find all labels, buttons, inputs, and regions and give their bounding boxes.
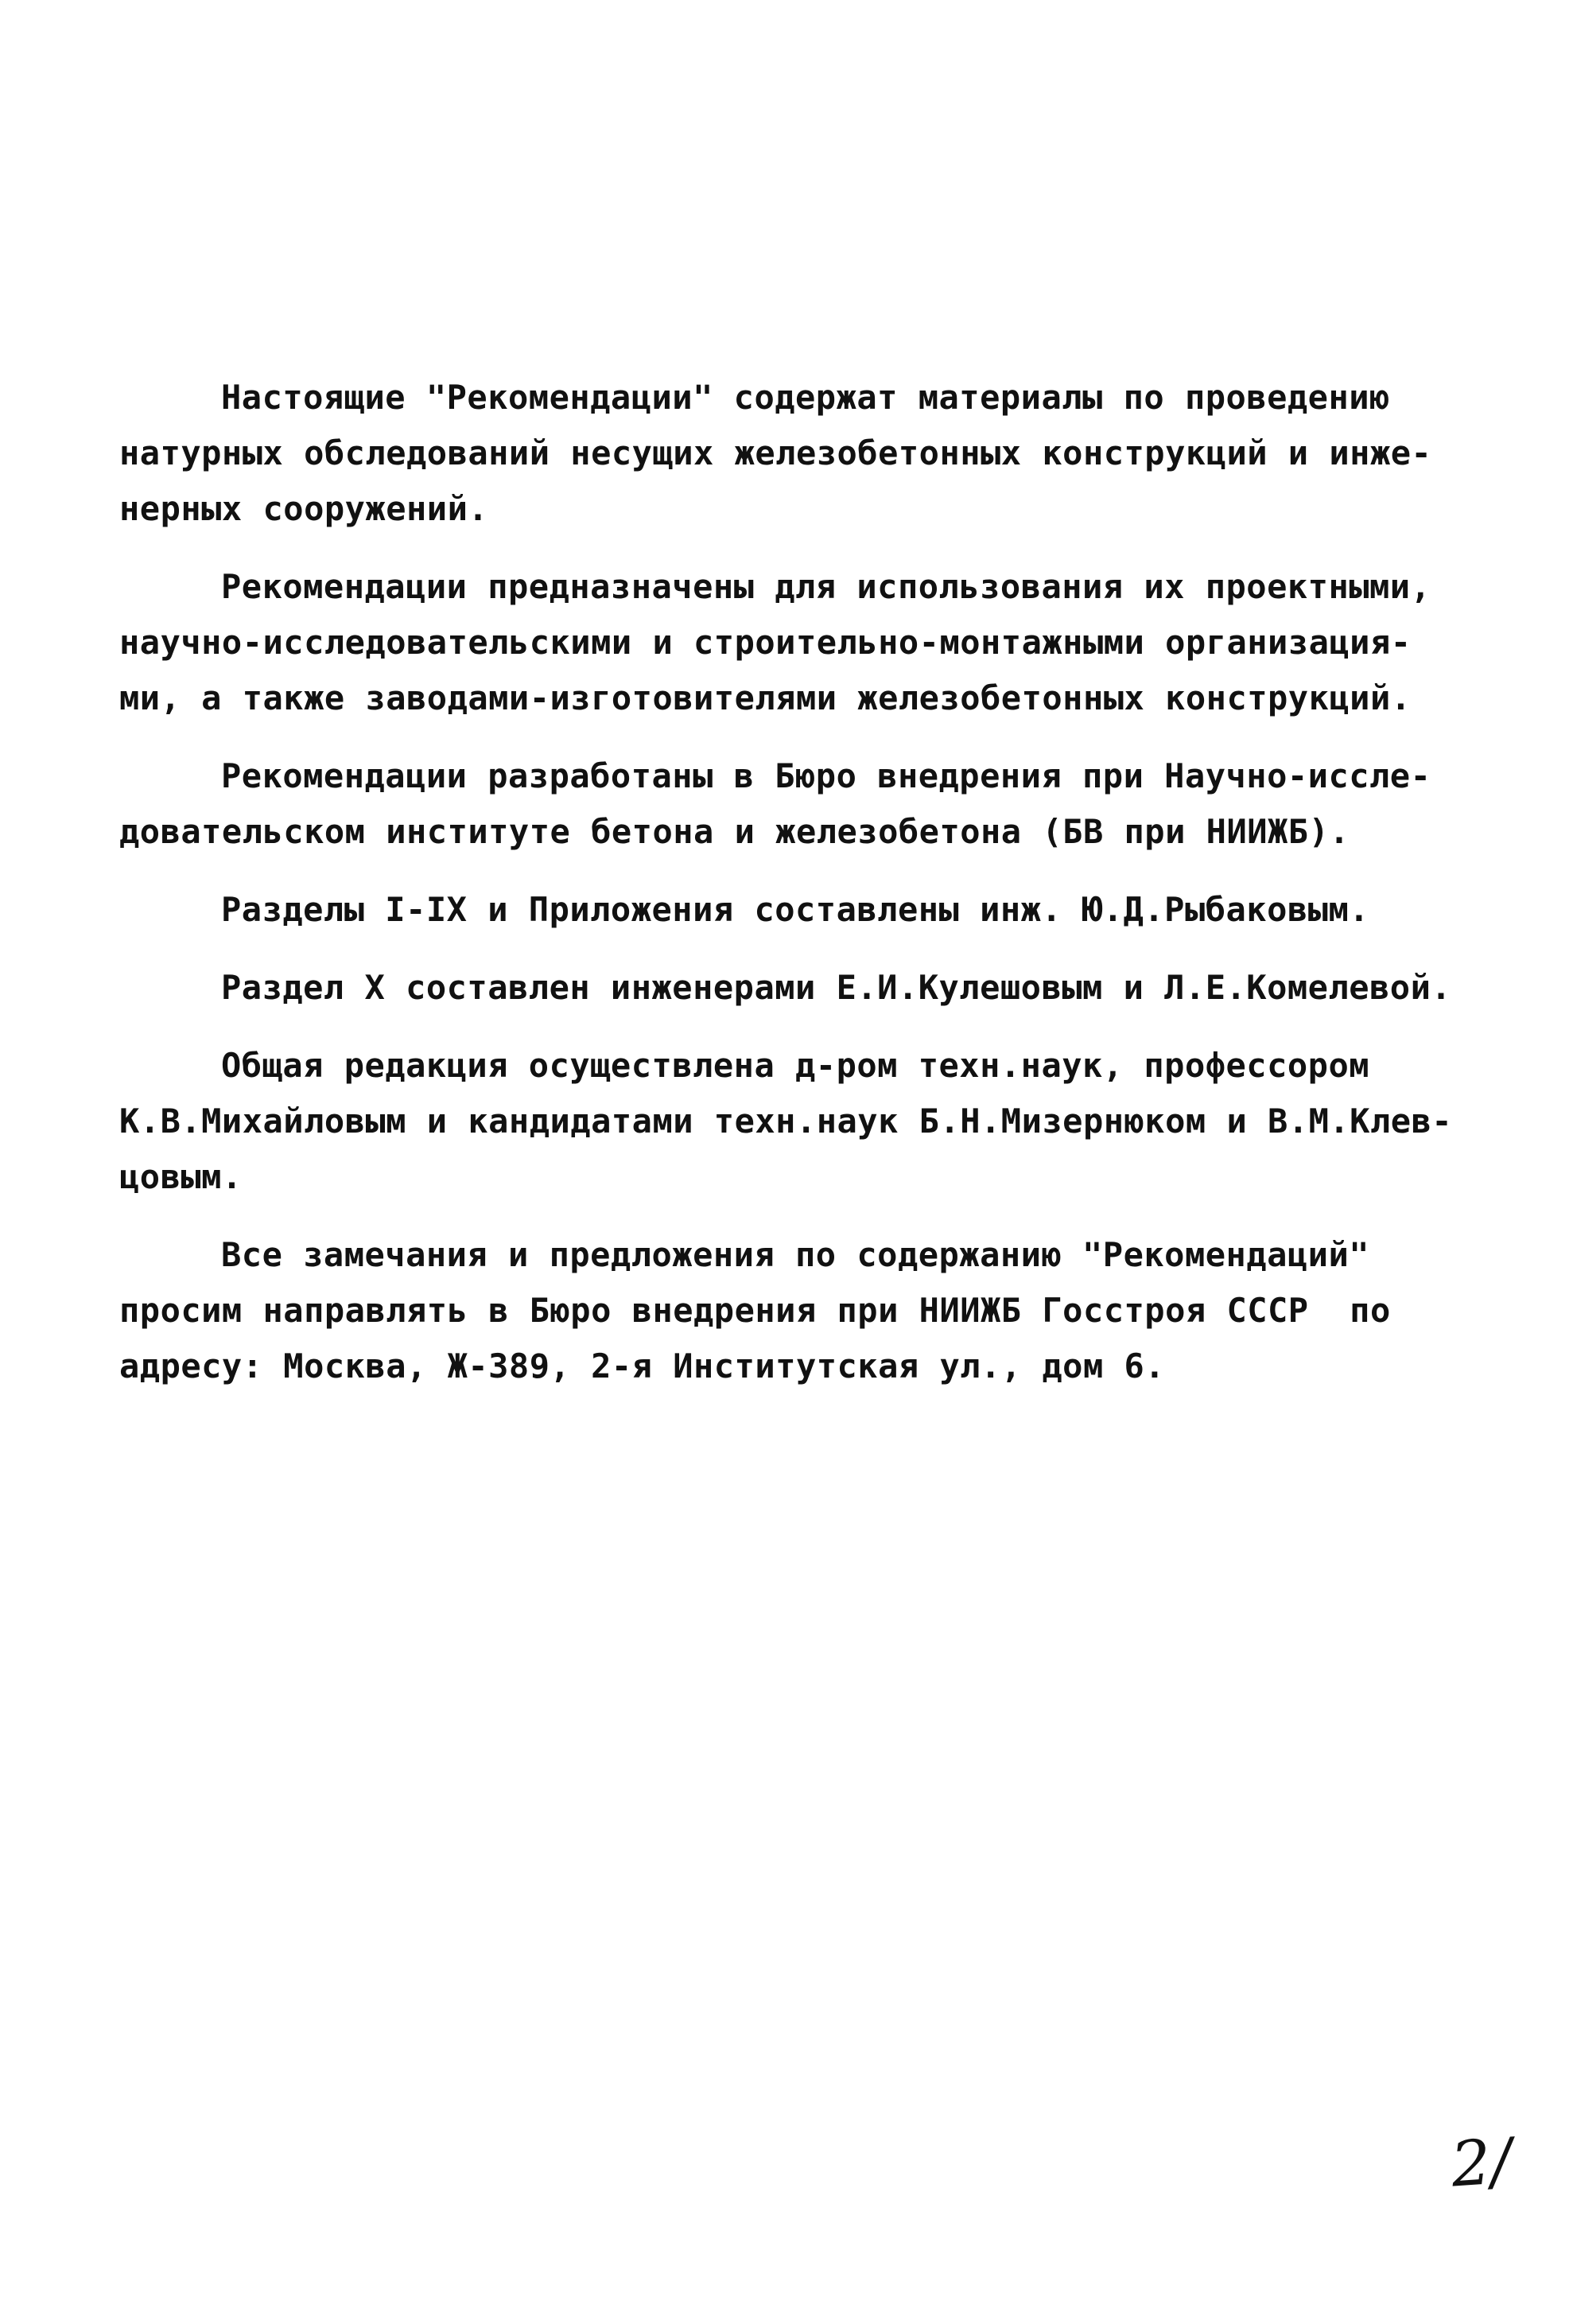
paragraph-developer <box>119 748 1431 860</box>
body-text <box>119 370 1453 1417</box>
paragraph-section-x-authors <box>119 960 1452 1016</box>
text-line: Рекомендации разработаны в Бюро внедрения при Научно-иссле- <box>221 756 1431 795</box>
text-line: Раздел X составлен инженерами Е.И.Кулешовым и Л.Е.Комелевой. <box>221 968 1452 1007</box>
paragraph-feedback-address <box>119 1227 1423 1394</box>
text-line: Все замечания и предложения по содержанию "Рекомендаций" <box>221 1235 1370 1274</box>
paragraph-purpose <box>119 559 1431 726</box>
text-line: Рекомендации предназначены для использования их проектными, <box>221 567 1431 606</box>
text-line: адресу: Москва, Ж-389, 2-я Институтская ул., дом 6. <box>119 1347 1166 1385</box>
text-line: научно-исследовательскими и строительно-монтажными организация- <box>119 623 1412 662</box>
page-number: 2/ <box>1448 2125 1514 2202</box>
text-line: цовым. <box>119 1157 243 1196</box>
paragraph-editors <box>119 1038 1453 1205</box>
paragraph-sections-authors <box>119 882 1423 938</box>
text-line: нерных сооружений. <box>119 489 489 528</box>
paragraph-intro <box>119 370 1432 537</box>
text-line: ми, а также заводами-изготовителями железобетонных конструкций. <box>119 678 1412 717</box>
text-line: Настоящие "Рекомендации" содержат материалы по проведению <box>221 378 1390 417</box>
text-line: К.В.Михайловым и кандидатами техн.наук Б.Н.Мизернюком и В.М.Клев- <box>119 1102 1453 1141</box>
text-line: натурных обследований несущих железобетонных конструкций и инже- <box>119 433 1432 472</box>
text-line: Общая редакция осуществлена д-ром техн.наук, профессором <box>221 1046 1370 1085</box>
text-line: просим направлять в Бюро внедрения при НИИЖБ Госстроя СССР по <box>119 1291 1391 1330</box>
text-line: Разделы I-IX и Приложения составлены инж. Ю.Д.Рыбаковым. <box>221 890 1370 929</box>
text-line: довательском институте бетона и железобетона (БВ при НИИЖБ). <box>119 812 1350 851</box>
